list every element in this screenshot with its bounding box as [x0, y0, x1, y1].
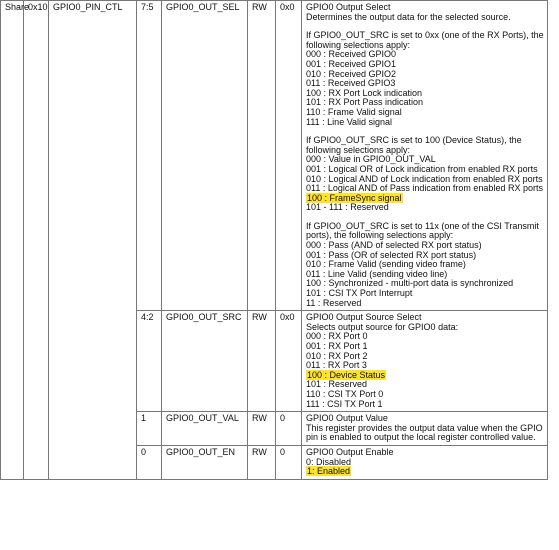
description-text: GPIO0 Output Value: [306, 413, 388, 424]
description-text: 101 - 111 : Reserved: [306, 202, 389, 213]
description-text: GPIO0 Output Source Select: [306, 312, 422, 323]
description-text: If GPIO0_OUT_SRC is set to 11x (one of the CSI Transmit ports), the following selections apply:: [306, 220, 539, 241]
bits-cell: 0: [137, 445, 162, 479]
register-name-cell: GPIO0_PIN_CTL: [49, 1, 137, 480]
description-line: [306, 136, 544, 155]
description-text: 000 : Received GPIO0: [306, 49, 397, 60]
description-text: 0: Disabled: [306, 456, 352, 467]
description-text: 001 : Logical OR of Lock indication from enabled RX ports: [306, 163, 538, 174]
highlighted-text: 100 : FrameSync signal: [307, 192, 402, 203]
share-cell: Share: [1, 1, 24, 480]
description-text: 110 : CSI TX Port 0: [306, 388, 384, 399]
description-cell: [302, 1, 548, 311]
description-line: [306, 203, 544, 213]
type-cell: RW: [248, 445, 276, 479]
description-cell: [302, 445, 548, 479]
description-line: [306, 467, 544, 477]
description-text: 001 : Pass (OR of selected RX port status): [306, 249, 477, 260]
description-text: 011 : RX Port 3: [306, 360, 367, 371]
default-cell: 0x0: [276, 311, 302, 412]
type-cell: RW: [248, 1, 276, 311]
type-cell: RW: [248, 412, 276, 446]
description-text: 010 : RX Port 2: [306, 350, 368, 361]
description-text: 111 : CSI TX Port 1: [306, 398, 383, 409]
description-text: 101 : CSI TX Port Interrupt: [306, 288, 413, 299]
description-text: 000 : RX Port 0: [306, 331, 368, 342]
field-cell: GPIO0_OUT_SEL: [162, 1, 248, 311]
description-text: 010 : Frame Valid (sending video frame): [306, 259, 466, 270]
field-cell: GPIO0_OUT_VAL: [162, 412, 248, 446]
description-line: [306, 222, 544, 241]
description-line: [306, 299, 544, 309]
bits-cell: 4:2: [137, 311, 162, 412]
description-line: [306, 400, 544, 410]
description-text: 001 : Received GPIO1: [306, 58, 397, 69]
description-text: 000 : Value in GPIO0_OUT_VAL: [306, 154, 436, 165]
description-text: 000 : Pass (AND of selected RX port status): [306, 240, 482, 251]
address-cell: 0x10: [24, 1, 49, 480]
description-cell: [302, 412, 548, 446]
default-cell: 0: [276, 412, 302, 446]
description-text: 111 : Line Valid signal: [306, 116, 393, 127]
description-line: [306, 424, 544, 443]
description-text: 001 : RX Port 1: [306, 341, 368, 351]
default-cell: 0x0: [276, 1, 302, 311]
description-line: [306, 118, 544, 128]
description-cell: [302, 311, 548, 412]
description-text: If GPIO0_OUT_SRC is set to 0xx (one of the RX Ports), the following selections apply:: [306, 30, 544, 50]
bits-cell: 1: [137, 412, 162, 446]
description-text: 010 : Logical AND of Lock indication from enabled RX ports: [306, 173, 543, 184]
highlighted-text: 100 : Device Status: [307, 369, 386, 380]
type-cell: RW: [248, 311, 276, 412]
field-cell: GPIO0_OUT_SRC: [162, 311, 248, 412]
description-text: 101 : RX Port Pass indication: [306, 97, 424, 108]
description-text: 011 : Received GPIO3: [306, 78, 396, 89]
description-text: 101 : Reserved: [306, 379, 368, 390]
description-text: GPIO0 Output Enable: [306, 446, 394, 457]
bits-cell: 7:5: [137, 1, 162, 311]
register-table-body: [1, 1, 548, 480]
description-text: This register provides the output data value when the GPIO pin is enabled to output the local register controlled value.: [306, 422, 543, 443]
description-text: If GPIO0_OUT_SRC is set to 100 (Device Status), the following selections apply:: [306, 135, 522, 155]
description-text: 100 : Synchronized - multi-port data is synchronized: [306, 278, 514, 289]
description-line: [306, 13, 544, 23]
description-text: 011 : Logical AND of Pass indication from enabled RX ports: [306, 183, 543, 194]
description-text: 100 : RX Port Lock indication: [306, 87, 423, 98]
description-text: GPIO0 Output Select: [306, 2, 391, 12]
table-row: [1, 1, 548, 311]
description-text: Selects output source for GPIO0 data:: [306, 321, 459, 332]
description-text: Determines the output data for the selected source.: [306, 11, 511, 22]
description-text: 011 : Line Valid (sending video line): [306, 268, 448, 279]
highlighted-text: 1: Enabled: [307, 466, 351, 477]
description-line: [306, 31, 544, 50]
default-cell: 0: [276, 445, 302, 479]
field-cell: GPIO0_OUT_EN: [162, 445, 248, 479]
description-text: 110 : Frame Valid signal: [306, 106, 402, 117]
description-text: 11 : Reserved: [306, 297, 362, 308]
description-text: 010 : Received GPIO2: [306, 68, 397, 79]
